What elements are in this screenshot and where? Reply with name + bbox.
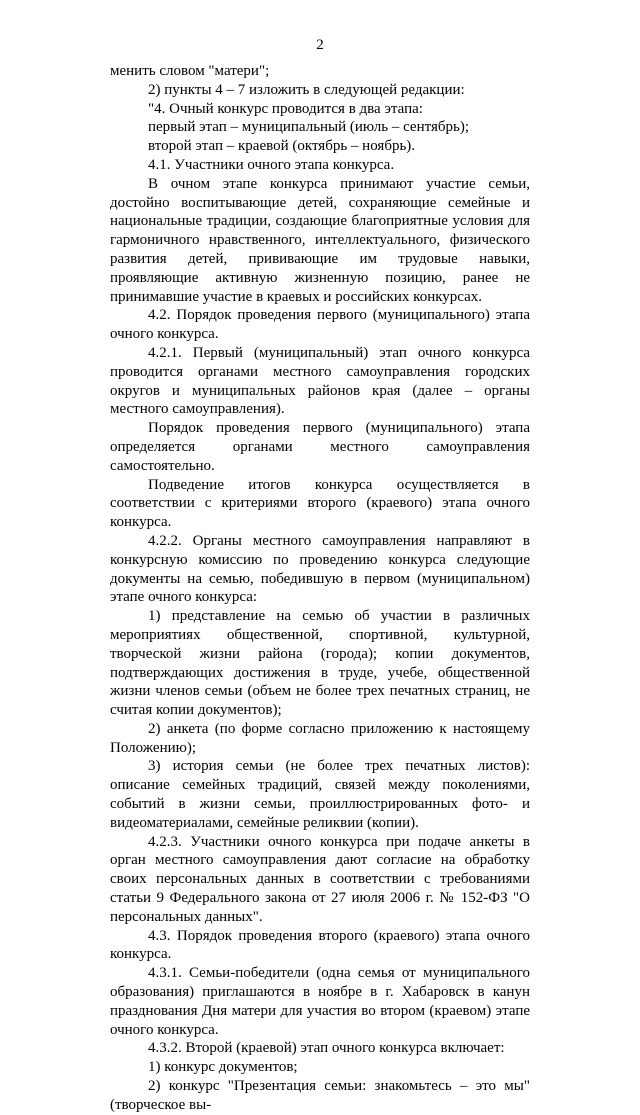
paragraph: первый этап – муниципальный (июль – сентябрь); [148,119,470,136]
paragraph: 4.3.1. Семьи-победители (одна семья от муниципального образования) приглашаются в ноябре в г. Хабаровск в канун празднования Дня матери для участия во втором (краевом) этапе очного конкурса. [110,965,530,1038]
paragraph: второй этап – краевой (октябрь – ноябрь). [148,138,416,155]
paragraph: 1) представление на семью об участии в различных мероприятиях общественной, спортивной, культурной, творческой жизни района (города); копии документов, подтверждающих достижения в труде, учебе, общественной жизни членов семьи (объем не более трех печатных страниц, не считая копии документов); [110,608,530,719]
paragraph: 4.2. Порядок проведения первого (муниципального) этапа очного конкурса. [110,307,530,343]
paragraph: 1) конкурс документов; [148,1059,298,1076]
paragraph: 4.2.3. Участники очного конкурса при подаче анкеты в орган местного самоуправления дают согласие на обработку своих персональных данных в соответствии с требованиями статьи 9 Федерального закона от 27 июля 2006 г. № 152-ФЗ "О персональных данных". [110,833,530,925]
paragraph: Подведение итогов конкурса осуществляется в соответствии с критериями второго (краевого) этапа очного конкурса. [110,476,530,531]
paragraph: Порядок проведения первого (муниципального) этапа определяется органами местного самоуправления самостоятельно. [110,420,530,474]
paragraph: 2) конкурс "Презентация семьи: знакомьтесь – это мы" (творческое вы- [110,1078,530,1113]
paragraph: 2) анкета (по форме согласно приложению к настоящему Положению); [110,720,530,756]
paragraph: 4.2.2. Органы местного самоуправления направляют в конкурсную комиссию по проведению конкурса следующие документы на семью, победившую в первом (муниципальном) этапе очного конкурса: [110,532,530,606]
paragraph: 4.3. Порядок проведения второго (краевого) этапа очного конкурса. [110,927,530,963]
page-number: 2 [316,37,324,53]
paragraph: менить словом "матери"; [110,63,270,79]
paragraph: 3) история семьи (не более трех печатных листов): описание семейных традиций, связей между поколениями, событий в жизни семьи, проиллюстрированных фото- и видеоматериалами, семейные реликвии (копии). [110,758,530,831]
paragraph: 4.2.1. Первый (муниципальный) этап очного конкурса проводится органами местного самоуправления городских округов и муниципальных районов края (далее – органы местного самоуправления). [110,344,530,418]
paragraph: 4.3.2. Второй (краевой) этап очного конкурса включает: [148,1040,505,1057]
paragraph: В очном этапе конкурса принимают участие семьи, достойно воспитывающие детей, сохраняющие семейные и национальные традиции, создающие благоприятные условия для гармоничного нравственного, интеллектуального, физического развития детей, прививающие им трудовые навыки, проявляющие активную жизненную позицию, ранее не принимавшие участие в краевых и российских конкурсах. [110,175,530,305]
paragraph: 2) пункты 4 – 7 изложить в следующей редакции: [148,81,465,98]
paragraph: 4.1. Участники очного этапа конкурса. [148,156,395,173]
document-body [110,62,530,1115]
paragraph: "4. Очный конкурс проводится в два этапа: [148,100,423,117]
